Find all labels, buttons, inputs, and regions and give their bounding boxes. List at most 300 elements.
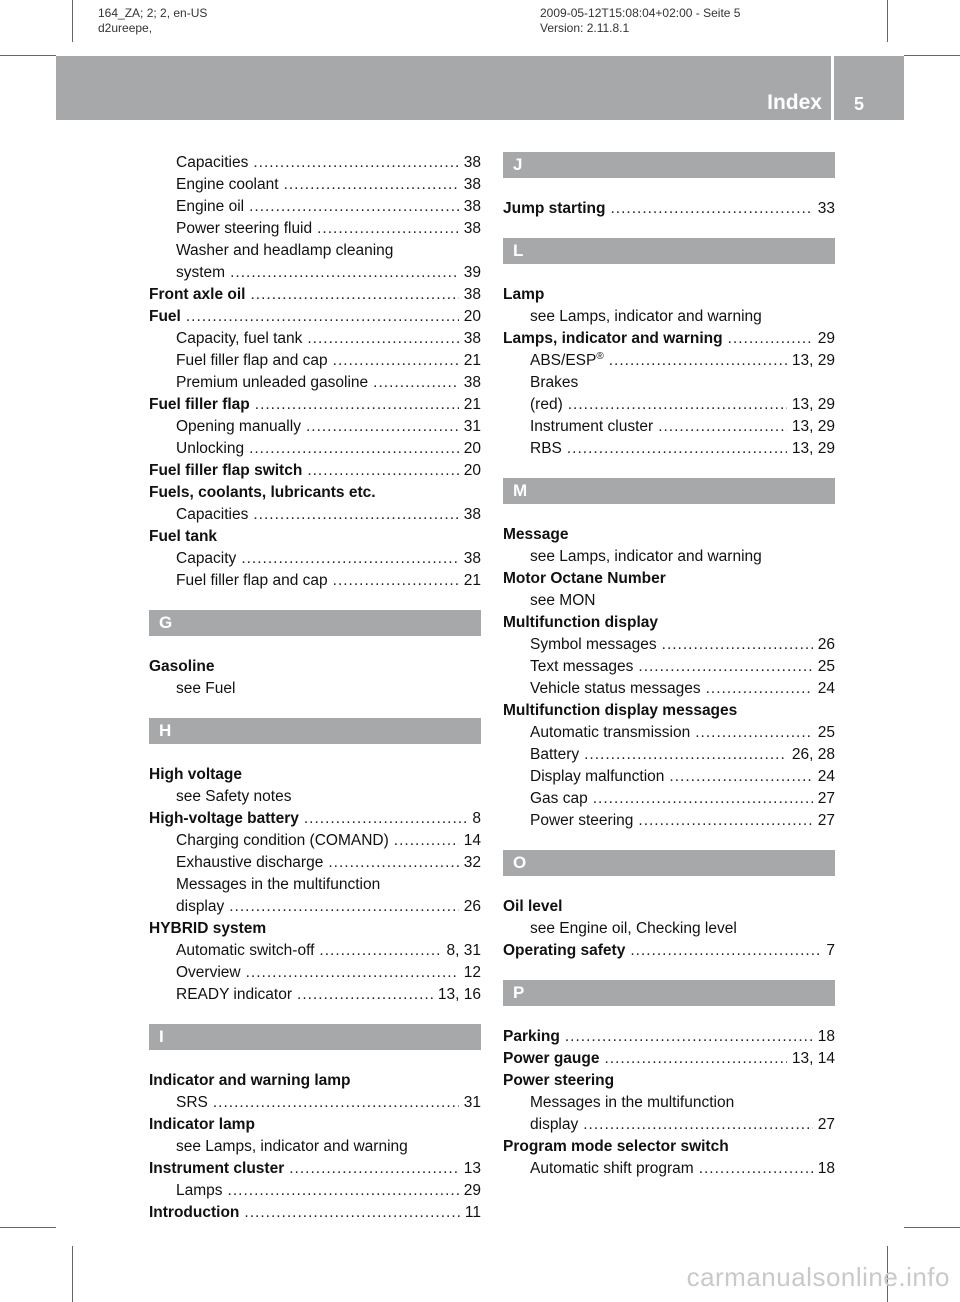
page-reference: 31 — [463, 418, 481, 435]
index-subentry — [149, 1180, 481, 1202]
index-entry — [149, 1202, 481, 1224]
index-term-text: Power steering — [530, 812, 634, 829]
index-subentry — [503, 810, 835, 832]
index-term-text: Program mode selector switch — [503, 1138, 729, 1155]
page-reference: 27 — [817, 790, 835, 807]
index-subentry — [149, 372, 481, 394]
page-reference: 29 — [463, 1182, 481, 1199]
index-entry — [149, 306, 481, 328]
page-reference: 29 — [817, 330, 835, 347]
index-term-text: Fuel — [149, 308, 181, 325]
index-term-text: Gas cap — [530, 790, 588, 807]
index-subentry — [503, 634, 835, 656]
dot-leader — [584, 744, 787, 766]
index-term-text: Fuel filler flap and cap — [176, 572, 328, 589]
page-reference: 31 — [463, 1094, 481, 1111]
index-term — [176, 1180, 223, 1202]
index-subentry — [149, 196, 481, 218]
dot-leader — [244, 1202, 460, 1224]
index-subentry — [149, 570, 481, 592]
index-subentry — [503, 744, 835, 766]
index-term — [176, 548, 236, 570]
dot-leader — [728, 328, 813, 350]
index-term-text: Multifunction display messages — [503, 702, 738, 719]
print-meta-right — [540, 6, 740, 36]
page-reference: 38 — [463, 330, 481, 347]
dot-leader — [253, 504, 458, 526]
index-term-text: Instrument cluster — [530, 418, 654, 435]
index-term-text: Exhaustive discharge — [176, 854, 324, 871]
page-reference: 38 — [463, 220, 481, 237]
index-subentry — [503, 372, 835, 394]
index-subentry — [149, 416, 481, 438]
index-subentry — [149, 438, 481, 460]
index-term — [530, 744, 579, 766]
page-reference: 20 — [463, 440, 481, 457]
index-term — [503, 940, 625, 962]
index-term — [530, 372, 578, 394]
index-subentry — [503, 722, 835, 744]
index-subentry — [149, 548, 481, 570]
page-reference: 27 — [817, 812, 835, 829]
dot-leader — [567, 438, 787, 460]
index-entry — [503, 940, 835, 962]
index-term-text: see Safety notes — [176, 788, 292, 805]
index-entry — [503, 896, 835, 918]
index-term-text: Overview — [176, 964, 241, 981]
index-letter-heading: L — [503, 238, 835, 264]
index-term-text: Jump starting — [503, 200, 606, 217]
index-term — [176, 852, 323, 874]
page-reference: 14 — [463, 832, 481, 849]
index-term-text: Premium unleaded gasoline — [176, 374, 369, 391]
index-term — [176, 240, 393, 262]
index-term-text: Indicator lamp — [149, 1116, 255, 1133]
index-term-text: Vehicle status messages — [530, 680, 701, 697]
dot-leader — [213, 1092, 459, 1114]
dot-leader — [662, 634, 813, 656]
index-term-text: Motor Octane Number — [503, 570, 666, 587]
index-term-text: Lamps, indicator and warning — [503, 330, 723, 347]
index-term-text: RBS — [530, 440, 562, 457]
index-subentry — [149, 984, 481, 1006]
index-term-text: Charging condition (COMAND) — [176, 832, 389, 849]
index-term — [503, 198, 605, 220]
page-reference: 25 — [817, 658, 835, 675]
index-subentry — [149, 830, 481, 852]
index-term — [530, 656, 633, 678]
registered-mark: ® — [596, 350, 604, 362]
index-term — [503, 1070, 614, 1092]
page-reference: 32 — [463, 854, 481, 871]
index-term-text: Messages in the multifunction — [530, 1094, 735, 1111]
index-subentry — [503, 350, 835, 372]
dot-leader — [253, 152, 458, 174]
index-term — [149, 526, 217, 548]
page-reference: 21 — [463, 352, 481, 369]
dot-leader — [230, 262, 459, 284]
index-entry — [149, 526, 481, 548]
index-entry — [503, 1070, 835, 1092]
index-subentry — [503, 306, 835, 328]
index-term-text: Brakes — [530, 374, 579, 391]
index-term — [530, 634, 657, 656]
index-entry — [503, 1136, 835, 1158]
page-reference: 18 — [817, 1028, 835, 1045]
index-subentry — [149, 896, 481, 918]
index-subentry — [503, 656, 835, 678]
index-term-text: Battery — [530, 746, 580, 763]
index-term-text: READY indicator — [176, 986, 293, 1003]
index-subentry — [503, 1092, 835, 1114]
index-term — [176, 152, 248, 174]
index-term — [176, 174, 279, 196]
index-term-text: Washer and headlamp cleaning — [176, 242, 394, 259]
page-reference: 7 — [826, 942, 835, 959]
index-subentry — [503, 438, 835, 460]
index-term — [530, 416, 653, 438]
index-term — [149, 1070, 351, 1092]
index-subentry — [149, 174, 481, 196]
dot-leader — [699, 1158, 813, 1180]
index-term — [176, 504, 248, 526]
index-term — [530, 678, 701, 700]
index-entry — [149, 918, 481, 940]
page-reference: 26, 28 — [791, 746, 835, 763]
index-term — [530, 590, 595, 612]
dot-leader — [568, 394, 787, 416]
dot-leader — [583, 1114, 813, 1136]
index-entry — [149, 1114, 481, 1136]
dot-leader — [250, 284, 458, 306]
index-term-text: system — [176, 264, 226, 281]
index-term — [530, 810, 633, 832]
index-term-text: Fuel filler flap switch — [149, 462, 303, 479]
index-term — [176, 786, 291, 808]
index-term-text: Engine coolant — [176, 176, 279, 193]
index-subentry — [503, 416, 835, 438]
index-term-text: Fuel filler flap — [149, 396, 250, 413]
index-subentry — [149, 1136, 481, 1158]
index-subentry — [503, 766, 835, 788]
index-term — [149, 1202, 239, 1224]
page-reference: 8, 31 — [446, 942, 481, 959]
index-term-text: display — [176, 898, 225, 915]
page-reference: 38 — [463, 198, 481, 215]
index-term — [176, 874, 380, 896]
index-term-text: Automatic switch-off — [176, 942, 315, 959]
index-term — [530, 722, 690, 744]
index-subentry — [149, 152, 481, 174]
dot-leader — [630, 940, 821, 962]
index-term-text: High-voltage battery — [149, 810, 299, 827]
header-separator — [831, 56, 834, 120]
index-term — [176, 350, 328, 372]
index-subentry — [149, 218, 481, 240]
dot-leader — [638, 656, 812, 678]
index-subentry — [149, 240, 481, 262]
index-term — [530, 438, 562, 460]
index-term-text: Unlocking — [176, 440, 245, 457]
page-reference: 26 — [463, 898, 481, 915]
index-subentry — [149, 678, 481, 700]
page-reference: 13, 14 — [791, 1050, 835, 1067]
index-term — [503, 896, 562, 918]
page-reference: 21 — [463, 396, 481, 413]
page-reference: 13 — [463, 1160, 481, 1177]
dot-leader — [297, 984, 433, 1006]
page-reference: 20 — [463, 462, 481, 479]
index-subentry — [149, 262, 481, 284]
page-reference: 13, 29 — [791, 396, 835, 413]
index-letter-heading: M — [503, 478, 835, 504]
crop-mark — [0, 55, 56, 56]
page-reference: 33 — [817, 200, 835, 217]
index-term-text: Fuel filler flap and cap — [176, 352, 328, 369]
page-reference: 38 — [463, 550, 481, 567]
index-term — [176, 372, 368, 394]
page-reference: 38 — [463, 374, 481, 391]
index-term — [503, 1026, 560, 1048]
index-term-text: SRS — [176, 1094, 208, 1111]
index-term-text: Power steering — [503, 1072, 615, 1089]
index-subentry — [503, 918, 835, 940]
index-term-text: Parking — [503, 1028, 560, 1045]
page-reference: 24 — [817, 680, 835, 697]
index-subentry — [149, 504, 481, 526]
page-reference: 38 — [463, 286, 481, 303]
dot-leader — [319, 940, 441, 962]
index-entry — [149, 808, 481, 830]
index-term-text: Text messages — [530, 658, 634, 675]
index-entry — [503, 612, 835, 634]
page-reference: 25 — [817, 724, 835, 741]
index-subentry — [149, 874, 481, 896]
dot-leader — [695, 722, 813, 744]
index-term-text: Instrument cluster — [149, 1160, 285, 1177]
index-term — [176, 218, 312, 240]
index-entry — [149, 764, 481, 786]
crop-mark — [904, 55, 960, 56]
dot-leader — [284, 174, 459, 196]
index-subentry — [149, 962, 481, 984]
index-term — [176, 678, 235, 700]
index-term — [149, 482, 376, 504]
index-term — [149, 394, 250, 416]
dot-leader — [658, 416, 787, 438]
dot-leader — [241, 548, 458, 570]
dot-leader — [610, 198, 812, 220]
page-reference: 8 — [472, 810, 481, 827]
index-letter-heading: J — [503, 152, 835, 178]
index-letter-heading: P — [503, 980, 835, 1006]
index-entry — [503, 568, 835, 590]
index-entry — [503, 1026, 835, 1048]
index-term — [530, 306, 762, 328]
index-term-text: HYBRID system — [149, 920, 267, 937]
index-term-text: Gasoline — [149, 658, 215, 675]
index-subentry — [503, 546, 835, 568]
index-term — [176, 896, 224, 918]
index-term — [176, 262, 225, 284]
dot-leader — [186, 306, 459, 328]
index-term — [530, 546, 762, 568]
index-term-text: Lamps — [176, 1182, 223, 1199]
page-reference: 38 — [463, 176, 481, 193]
index-term — [149, 1158, 284, 1180]
dot-leader — [307, 460, 458, 482]
page-reference: 39 — [463, 264, 481, 281]
index-term-text: Lamp — [503, 286, 545, 303]
index-term-text: Capacities — [176, 506, 249, 523]
dot-leader — [246, 962, 459, 984]
index-term-text: display — [530, 1116, 579, 1133]
index-term-text: Fuels, coolants, lubricants etc. — [149, 484, 376, 501]
index-term — [503, 1136, 729, 1158]
index-subentry — [149, 940, 481, 962]
index-term — [176, 196, 244, 218]
print-meta-job: 164_ZA; 2; 2, en-US — [98, 6, 208, 20]
index-term-text: Power steering fluid — [176, 220, 313, 237]
index-term — [176, 416, 301, 438]
index-term-text: Indicator and warning lamp — [149, 1072, 351, 1089]
index-term-text: Front axle oil — [149, 286, 246, 303]
index-term-text: see Lamps, indicator and warning — [530, 308, 762, 325]
dot-leader — [394, 830, 459, 852]
index-entry — [503, 700, 835, 722]
dot-leader — [307, 328, 458, 350]
index-entry — [503, 1048, 835, 1070]
page-reference: 26 — [817, 636, 835, 653]
dot-leader — [255, 394, 459, 416]
index-term — [176, 940, 314, 962]
index-subentry — [503, 788, 835, 810]
index-subentry — [149, 1092, 481, 1114]
index-term — [176, 1092, 208, 1114]
watermark: carmanualsonline.info — [686, 1262, 950, 1292]
index-term-text: Automatic transmission — [530, 724, 691, 741]
page-reference: 20 — [463, 308, 481, 325]
index-term — [176, 962, 241, 984]
index-entry — [149, 394, 481, 416]
index-entry — [149, 284, 481, 306]
dot-leader — [373, 372, 459, 394]
index-entry — [149, 1070, 481, 1092]
dot-leader — [328, 852, 458, 874]
dot-leader — [565, 1026, 813, 1048]
index-entry — [503, 284, 835, 306]
index-term-text: see Lamps, indicator and warning — [176, 1138, 408, 1155]
index-term — [530, 1158, 694, 1180]
index-term — [503, 700, 737, 722]
dot-leader — [333, 350, 459, 372]
index-term-text: High voltage — [149, 766, 243, 783]
index-term-text: Operating safety — [503, 942, 626, 959]
dot-leader — [229, 896, 459, 918]
page-reference: 38 — [463, 154, 481, 171]
dot-leader — [593, 788, 813, 810]
crop-mark — [72, 0, 73, 42]
index-letter-heading: I — [149, 1024, 481, 1050]
index-letter-heading: O — [503, 850, 835, 876]
index-entry — [503, 198, 835, 220]
index-term-text: Multifunction display — [503, 614, 658, 631]
index-entry — [149, 1158, 481, 1180]
page-reference: 13, 29 — [791, 418, 835, 435]
dot-leader — [249, 438, 459, 460]
index-term-text: Fuel tank — [149, 528, 218, 545]
index-term — [149, 284, 245, 306]
index-term-text: (red) — [530, 396, 563, 413]
index-term — [176, 1136, 408, 1158]
print-meta-date: 2009-05-12T15:08:04+02:00 - Seite 5 — [540, 6, 741, 20]
index-term — [530, 1114, 578, 1136]
index-term — [176, 570, 328, 592]
index-term — [149, 918, 266, 940]
crop-mark — [0, 1227, 56, 1228]
crop-mark — [72, 1246, 73, 1302]
page-reference: 27 — [817, 1116, 835, 1133]
index-term — [530, 394, 563, 416]
index-term — [503, 524, 568, 546]
index-term — [503, 1048, 599, 1070]
index-term — [149, 808, 299, 830]
dot-leader — [333, 570, 459, 592]
index-term-text: Power gauge — [503, 1050, 600, 1067]
dot-leader — [604, 1048, 786, 1070]
index-term-text: Engine oil — [176, 198, 245, 215]
dot-leader — [706, 678, 813, 700]
index-term — [176, 984, 292, 1006]
index-term — [530, 350, 604, 372]
index-subentry — [149, 852, 481, 874]
index-term-text: see Fuel — [176, 680, 236, 697]
index-subentry — [149, 350, 481, 372]
index-letter-heading: H — [149, 718, 481, 744]
index-term — [503, 284, 544, 306]
index-letter-heading: G — [149, 610, 481, 636]
index-term-text: see Lamps, indicator and warning — [530, 548, 762, 565]
index-entry — [149, 460, 481, 482]
index-entry — [503, 328, 835, 350]
index-term-text: Oil level — [503, 898, 563, 915]
index-term-text: Introduction — [149, 1204, 240, 1221]
index-term — [530, 1092, 734, 1114]
index-term-text: ABS/ESP — [530, 352, 597, 369]
index-term — [149, 1114, 255, 1136]
index-term — [149, 460, 302, 482]
print-meta-file: d2ureepe, — [98, 21, 153, 35]
index-term — [530, 766, 664, 788]
index-subentry — [503, 590, 835, 612]
page-reference: 13, 29 — [791, 440, 835, 457]
index-subentry — [503, 1158, 835, 1180]
page-reference: 21 — [463, 572, 481, 589]
page-reference: 18 — [817, 1160, 835, 1177]
index-entry — [149, 482, 481, 504]
page-reference: 38 — [463, 506, 481, 523]
crop-mark — [887, 0, 888, 42]
index-term-text: Symbol messages — [530, 636, 657, 653]
dot-leader — [609, 350, 787, 372]
index-column-left — [149, 152, 481, 1224]
page-reference: 13, 16 — [437, 986, 481, 1003]
index-term-text: Message — [503, 526, 569, 543]
crop-mark — [904, 1227, 960, 1228]
page-title: Index — [767, 91, 822, 114]
index-term-text: Automatic shift program — [530, 1160, 694, 1177]
dot-leader — [289, 1158, 459, 1180]
